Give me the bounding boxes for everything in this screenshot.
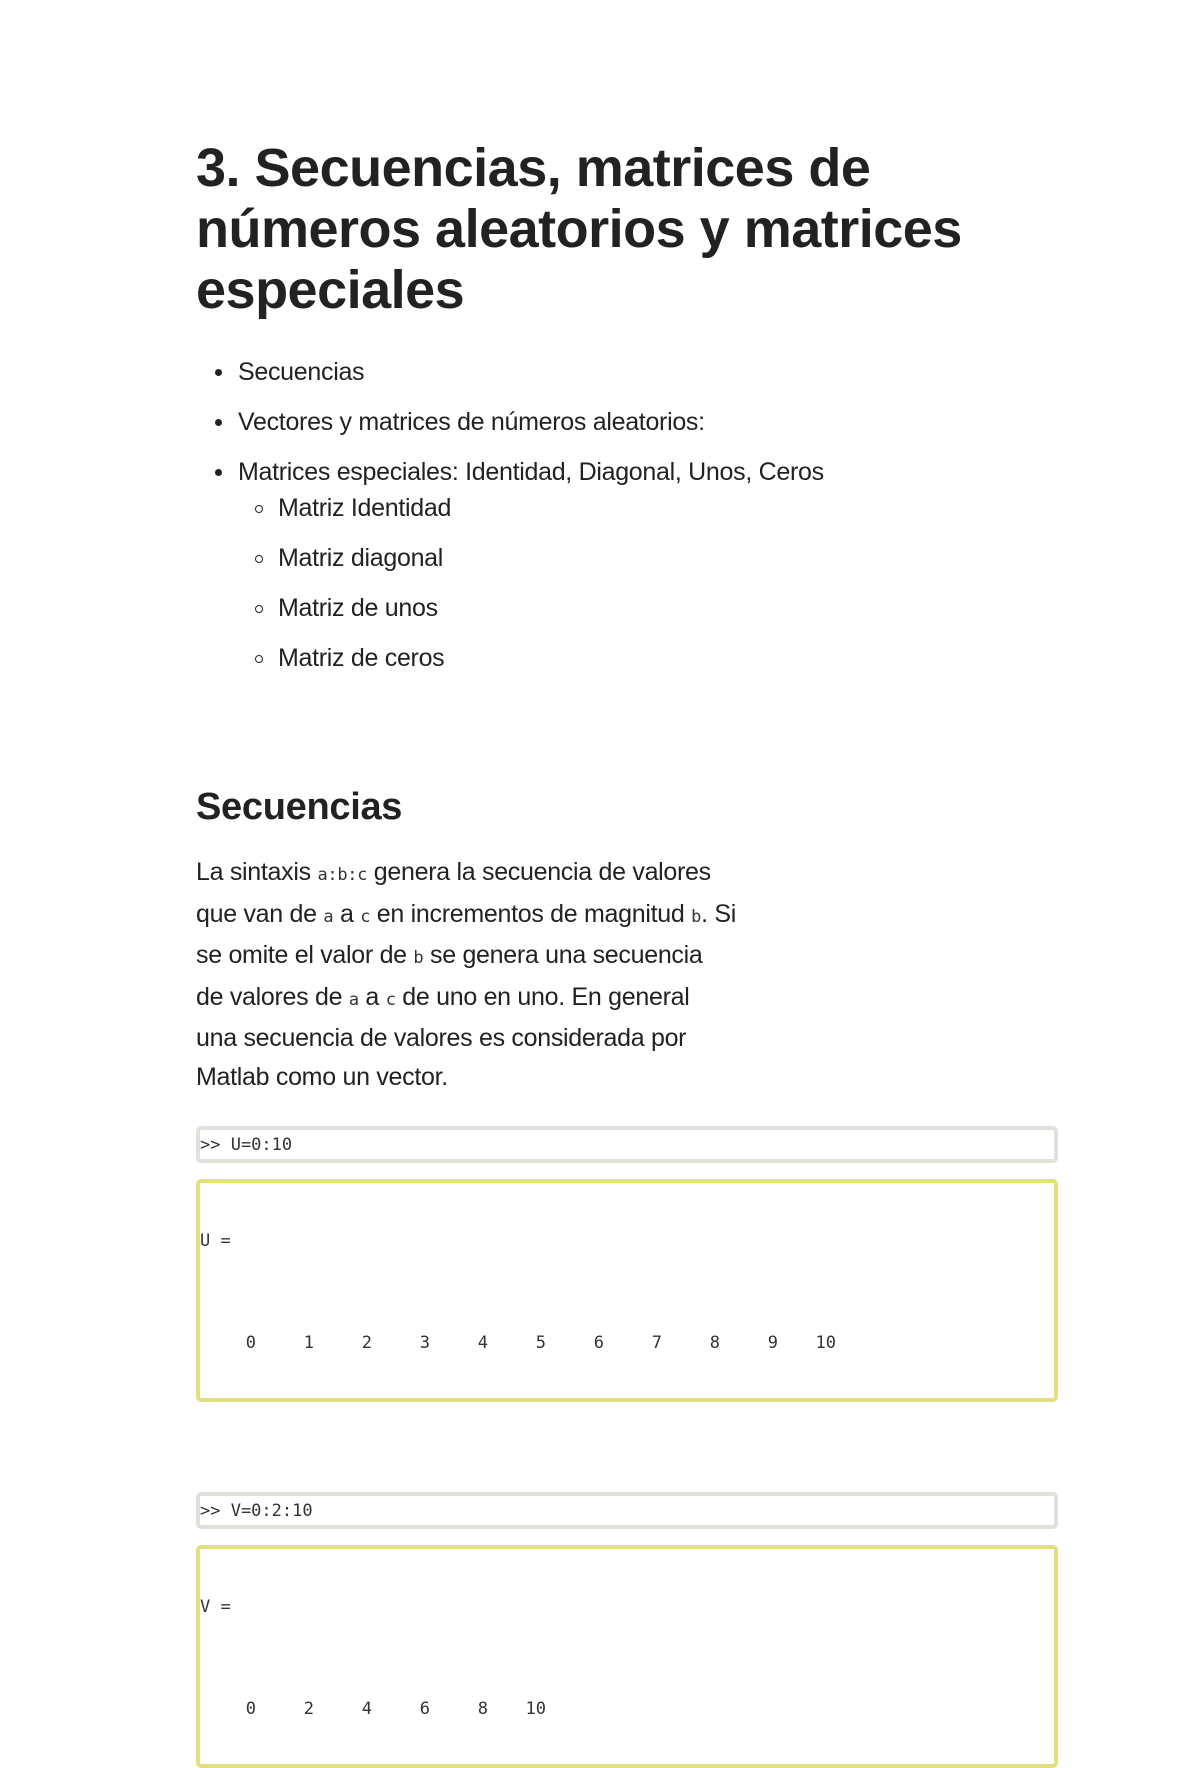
toc-item-secuencias: Secuencias [196, 357, 1058, 387]
document-page [196, 138, 1058, 1768]
toc-sublist [238, 493, 1058, 673]
output-values-2 [200, 1698, 1054, 1720]
output-label-2: V = [200, 1597, 231, 1617]
output-box-2 [196, 1545, 1058, 1768]
output-value: 9 [767, 1333, 778, 1353]
output-box-1 [196, 1179, 1058, 1402]
output-value: 7 [651, 1333, 662, 1353]
inline-code: a:b:c [317, 865, 368, 885]
toc-subitem-ceros: Matriz de ceros [238, 643, 1058, 673]
toc-subitem-identidad: Matriz Identidad [238, 493, 1058, 523]
output-value: 3 [419, 1333, 430, 1353]
output-value: 2 [361, 1333, 372, 1353]
inline-code: b [691, 906, 702, 927]
section-intro: La sintaxis a:b:c genera la secuencia de valores que van de a a c en incrementos de magnitud b. Si se omite el valor de b se genera una secuencia de valores de a a c de uno en uno. En general una secuencia de valores es considerada por Matlab como un vector. [196, 858, 736, 1091]
inline-code: c [385, 989, 396, 1010]
output-value: 0 [245, 1333, 256, 1353]
output-value: 8 [477, 1699, 488, 1719]
toc-subitem-diagonal: Matriz diagonal [238, 543, 1058, 573]
output-value: 2 [303, 1699, 314, 1719]
output-value: 10 [525, 1699, 546, 1719]
toc-subitem-unos: Matriz de unos [238, 593, 1058, 623]
inline-code: c [360, 906, 371, 927]
output-value: 6 [593, 1333, 604, 1353]
table-of-contents [196, 357, 1058, 673]
command-box-1: >> U=0:10 [196, 1126, 1058, 1163]
output-value: 6 [419, 1699, 430, 1719]
output-value: 4 [477, 1333, 488, 1353]
section-heading: Secuencias [196, 786, 403, 828]
output-values-1 [200, 1332, 1054, 1354]
output-value: 4 [361, 1699, 372, 1719]
output-label-1: U = [200, 1231, 231, 1251]
output-value: 10 [815, 1333, 836, 1353]
inline-code: a [348, 989, 359, 1010]
output-value: 8 [709, 1333, 720, 1353]
output-value: 1 [303, 1333, 314, 1353]
toc-item-aleatorios: Vectores y matrices de números aleatorios: [196, 407, 1058, 437]
inline-code: a [323, 906, 334, 927]
output-value: 5 [535, 1333, 546, 1353]
inline-code: b [413, 948, 424, 968]
command-box-2: >> V=0:2:10 [196, 1492, 1058, 1529]
page-title: 3. Secuencias, matrices de números aleatorios y matrices especiales [196, 138, 962, 320]
toc-item-especiales: Matrices especiales: Identidad, Diagonal, Unos, Ceros Matriz Identidad Matriz diagonal Matriz de unos Matriz de ceros [196, 457, 1058, 673]
output-value: 0 [245, 1699, 256, 1719]
